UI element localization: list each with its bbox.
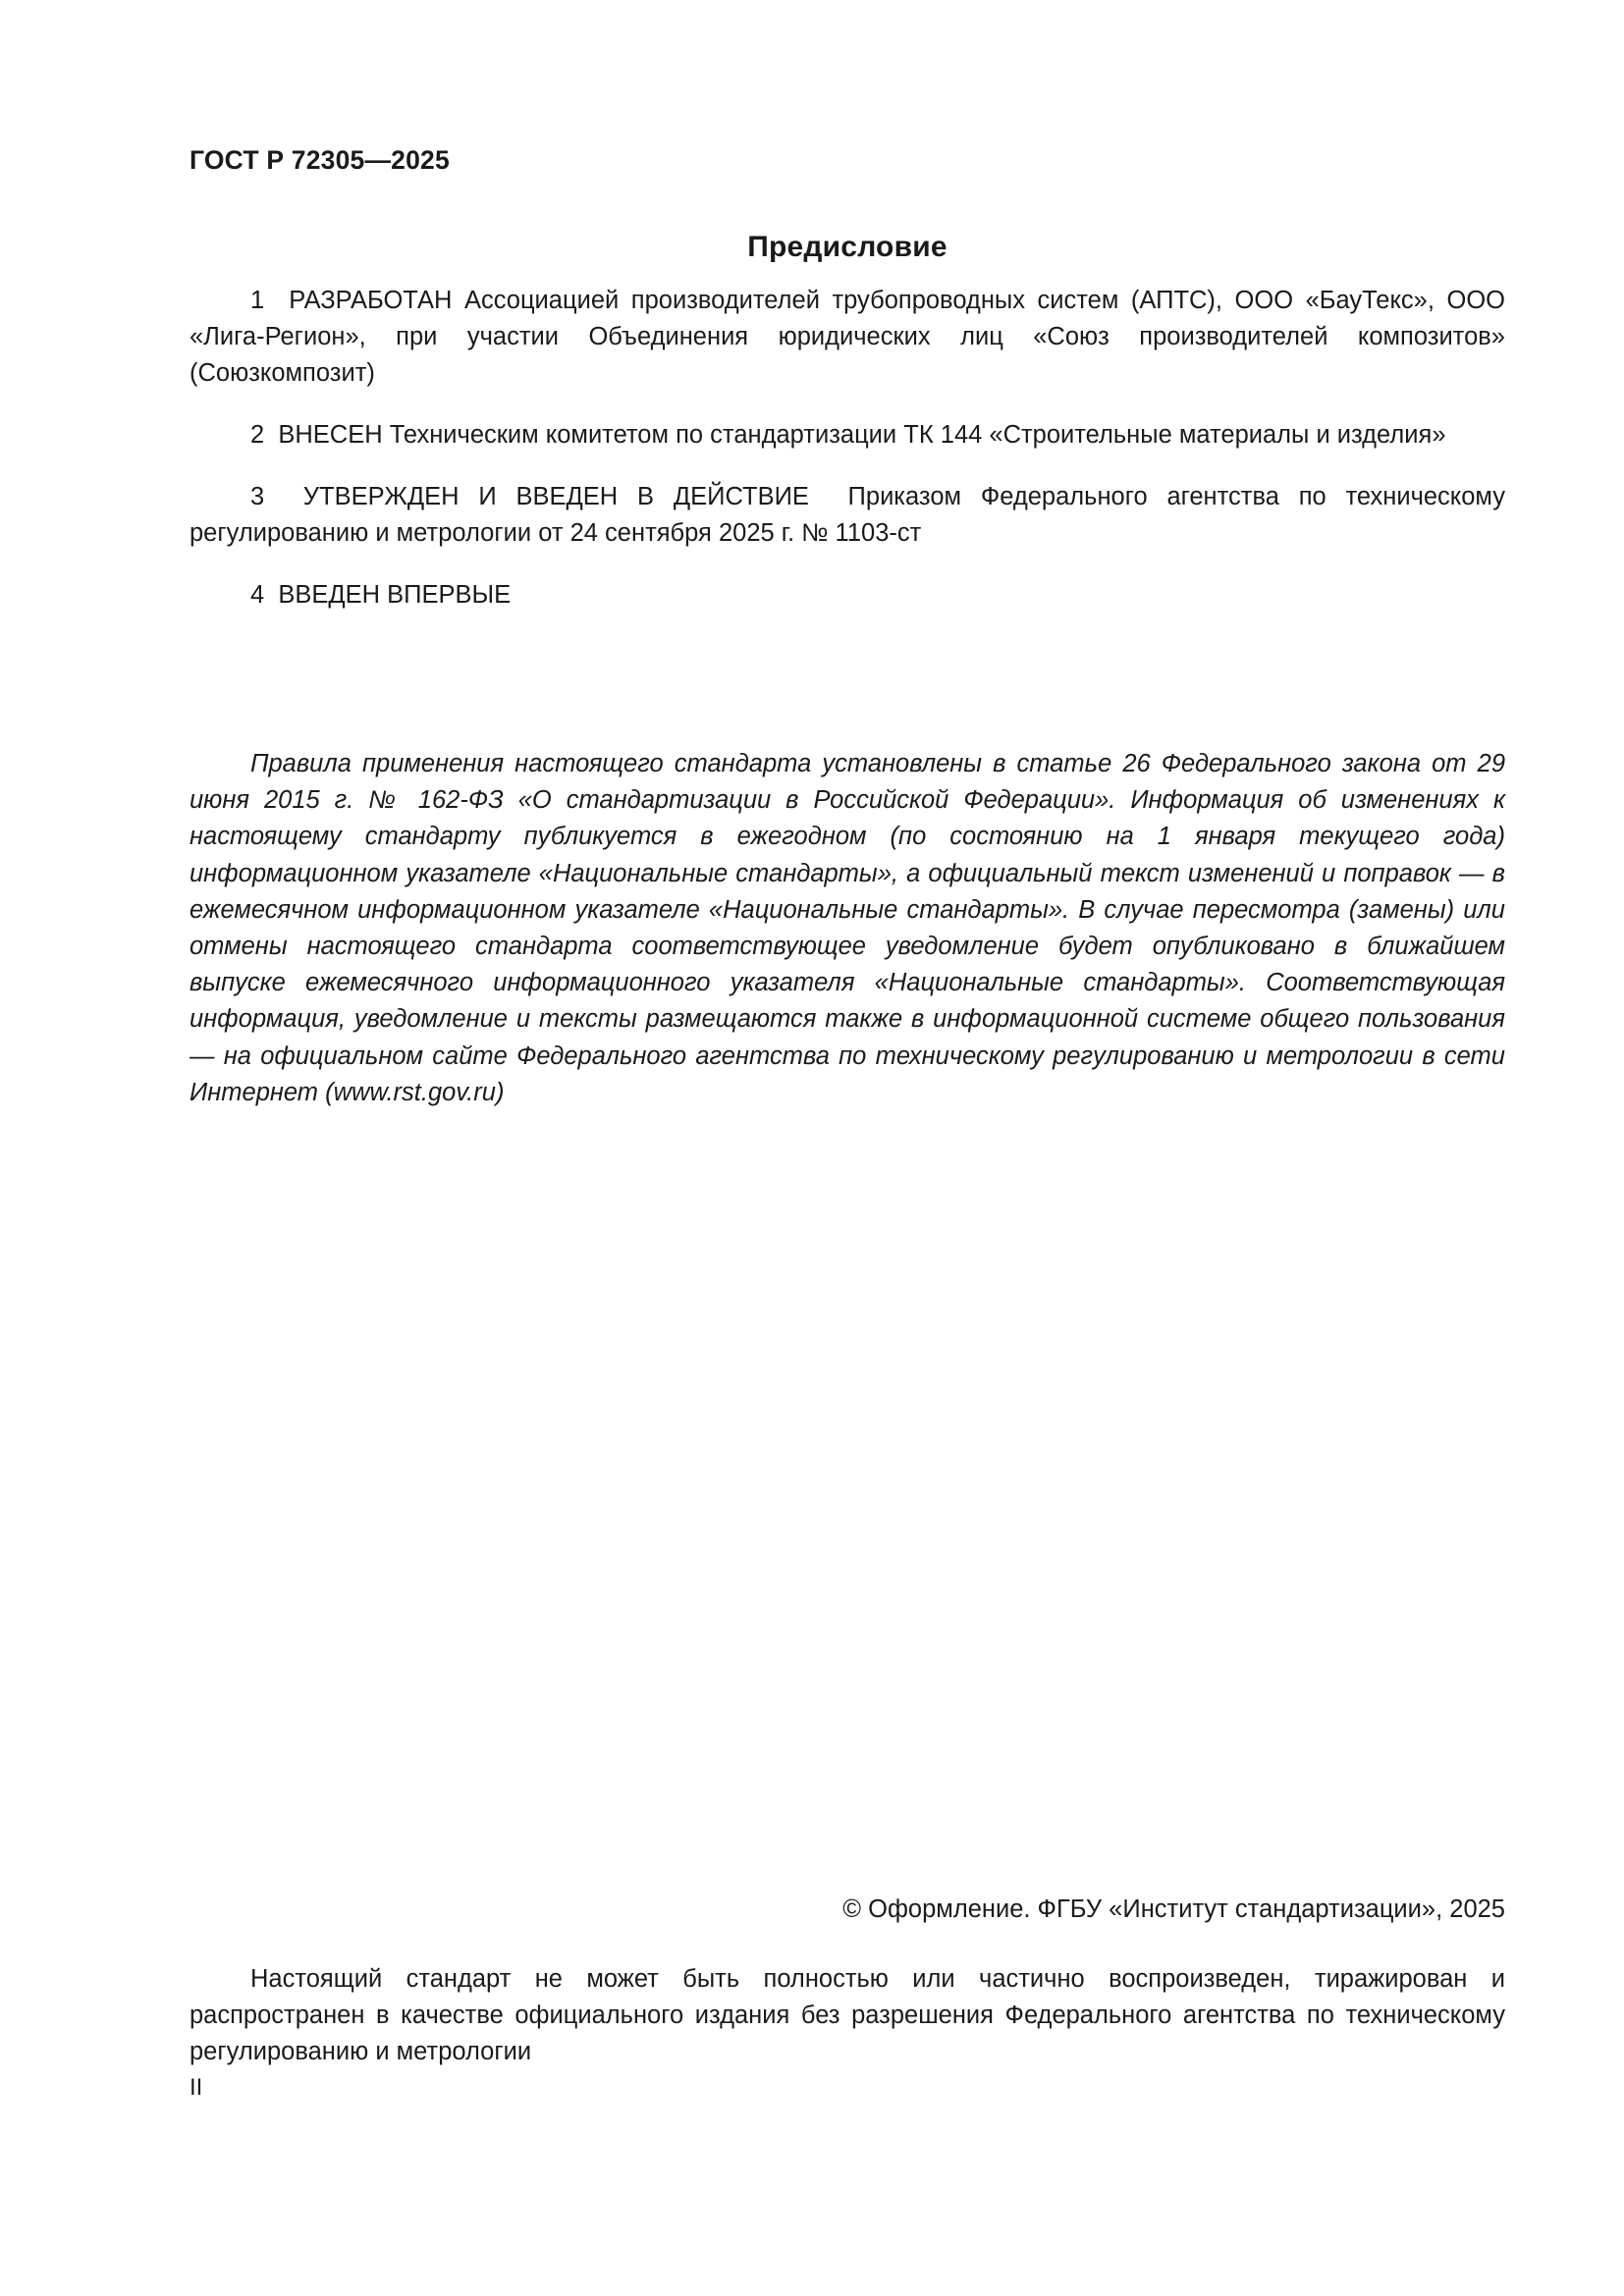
foreword-item-2: 2 ВНЕСЕН Техническим комитетом по стандартизации ТК 144 «Строительные материалы и изделия»: [250, 421, 1446, 449]
foreword-item-4: 4 ВВЕДЕН ВПЕРВЫЕ: [250, 581, 512, 609]
page-title: Предисловие: [747, 231, 947, 264]
running-head: ГОСТ Р 72305—2025: [189, 145, 450, 175]
reproduction-disclaimer: Настоящий стандарт не может быть полностью или частично воспроизведен, тиражирован и распространен в качестве официального издания без разрешения Федерального агентства по техническому регулированию и метрологии: [189, 1965, 1505, 2065]
foreword-item-3: 3 УТВЕРЖДЕН И ВВЕДЕН В ДЕЙСТВИЕ Приказом Федерального агентства по техническому регулированию и метрологии от 24 сентября 2025 г. № 1103-ст: [189, 483, 1505, 547]
page-number: II: [189, 2074, 203, 2101]
application-rules-notice: Правила применения настоящего стандарта установлены в статье 26 Федерального закона от 29 июня 2015 г. № 162-ФЗ «О стандартизации в Российской Федерации». Информация об изменениях к настоящему стандарту публикуется в ежегодном (по состоянию на 1 января текущего года) информационном указателе «Национальные стандарты», а официальный текст изменений и поправок — в ежемесячном информационном указателе «Национальные стандарты». В случае пересмотра (замены) или отмены настоящего стандарта соответствующее уведомление будет опубликовано в ближайшем выпуске ежемесячного информационного указателя «Национальные стандарты». Соответствующая информация, уведомление и тексты размещаются также в информационной системе общего пользования — на официальном сайте Федерального агентства по техническому регулированию и метрологии в сети Интернет (www.rst.gov.ru): [189, 750, 1505, 1106]
copyright-line: © Оформление. ФГБУ «Институт стандартизации», 2025: [842, 1896, 1505, 1923]
foreword-item-1: 1 РАЗРАБОТАН Ассоциацией производителей трубопроводных систем (АПТС), ООО «БауТекс», ООО «Лига-Регион», при участии Объединения юридических лиц «Союз производителей композитов» (Союзкомпозит): [189, 287, 1505, 387]
foreword-list: [189, 283, 1505, 614]
